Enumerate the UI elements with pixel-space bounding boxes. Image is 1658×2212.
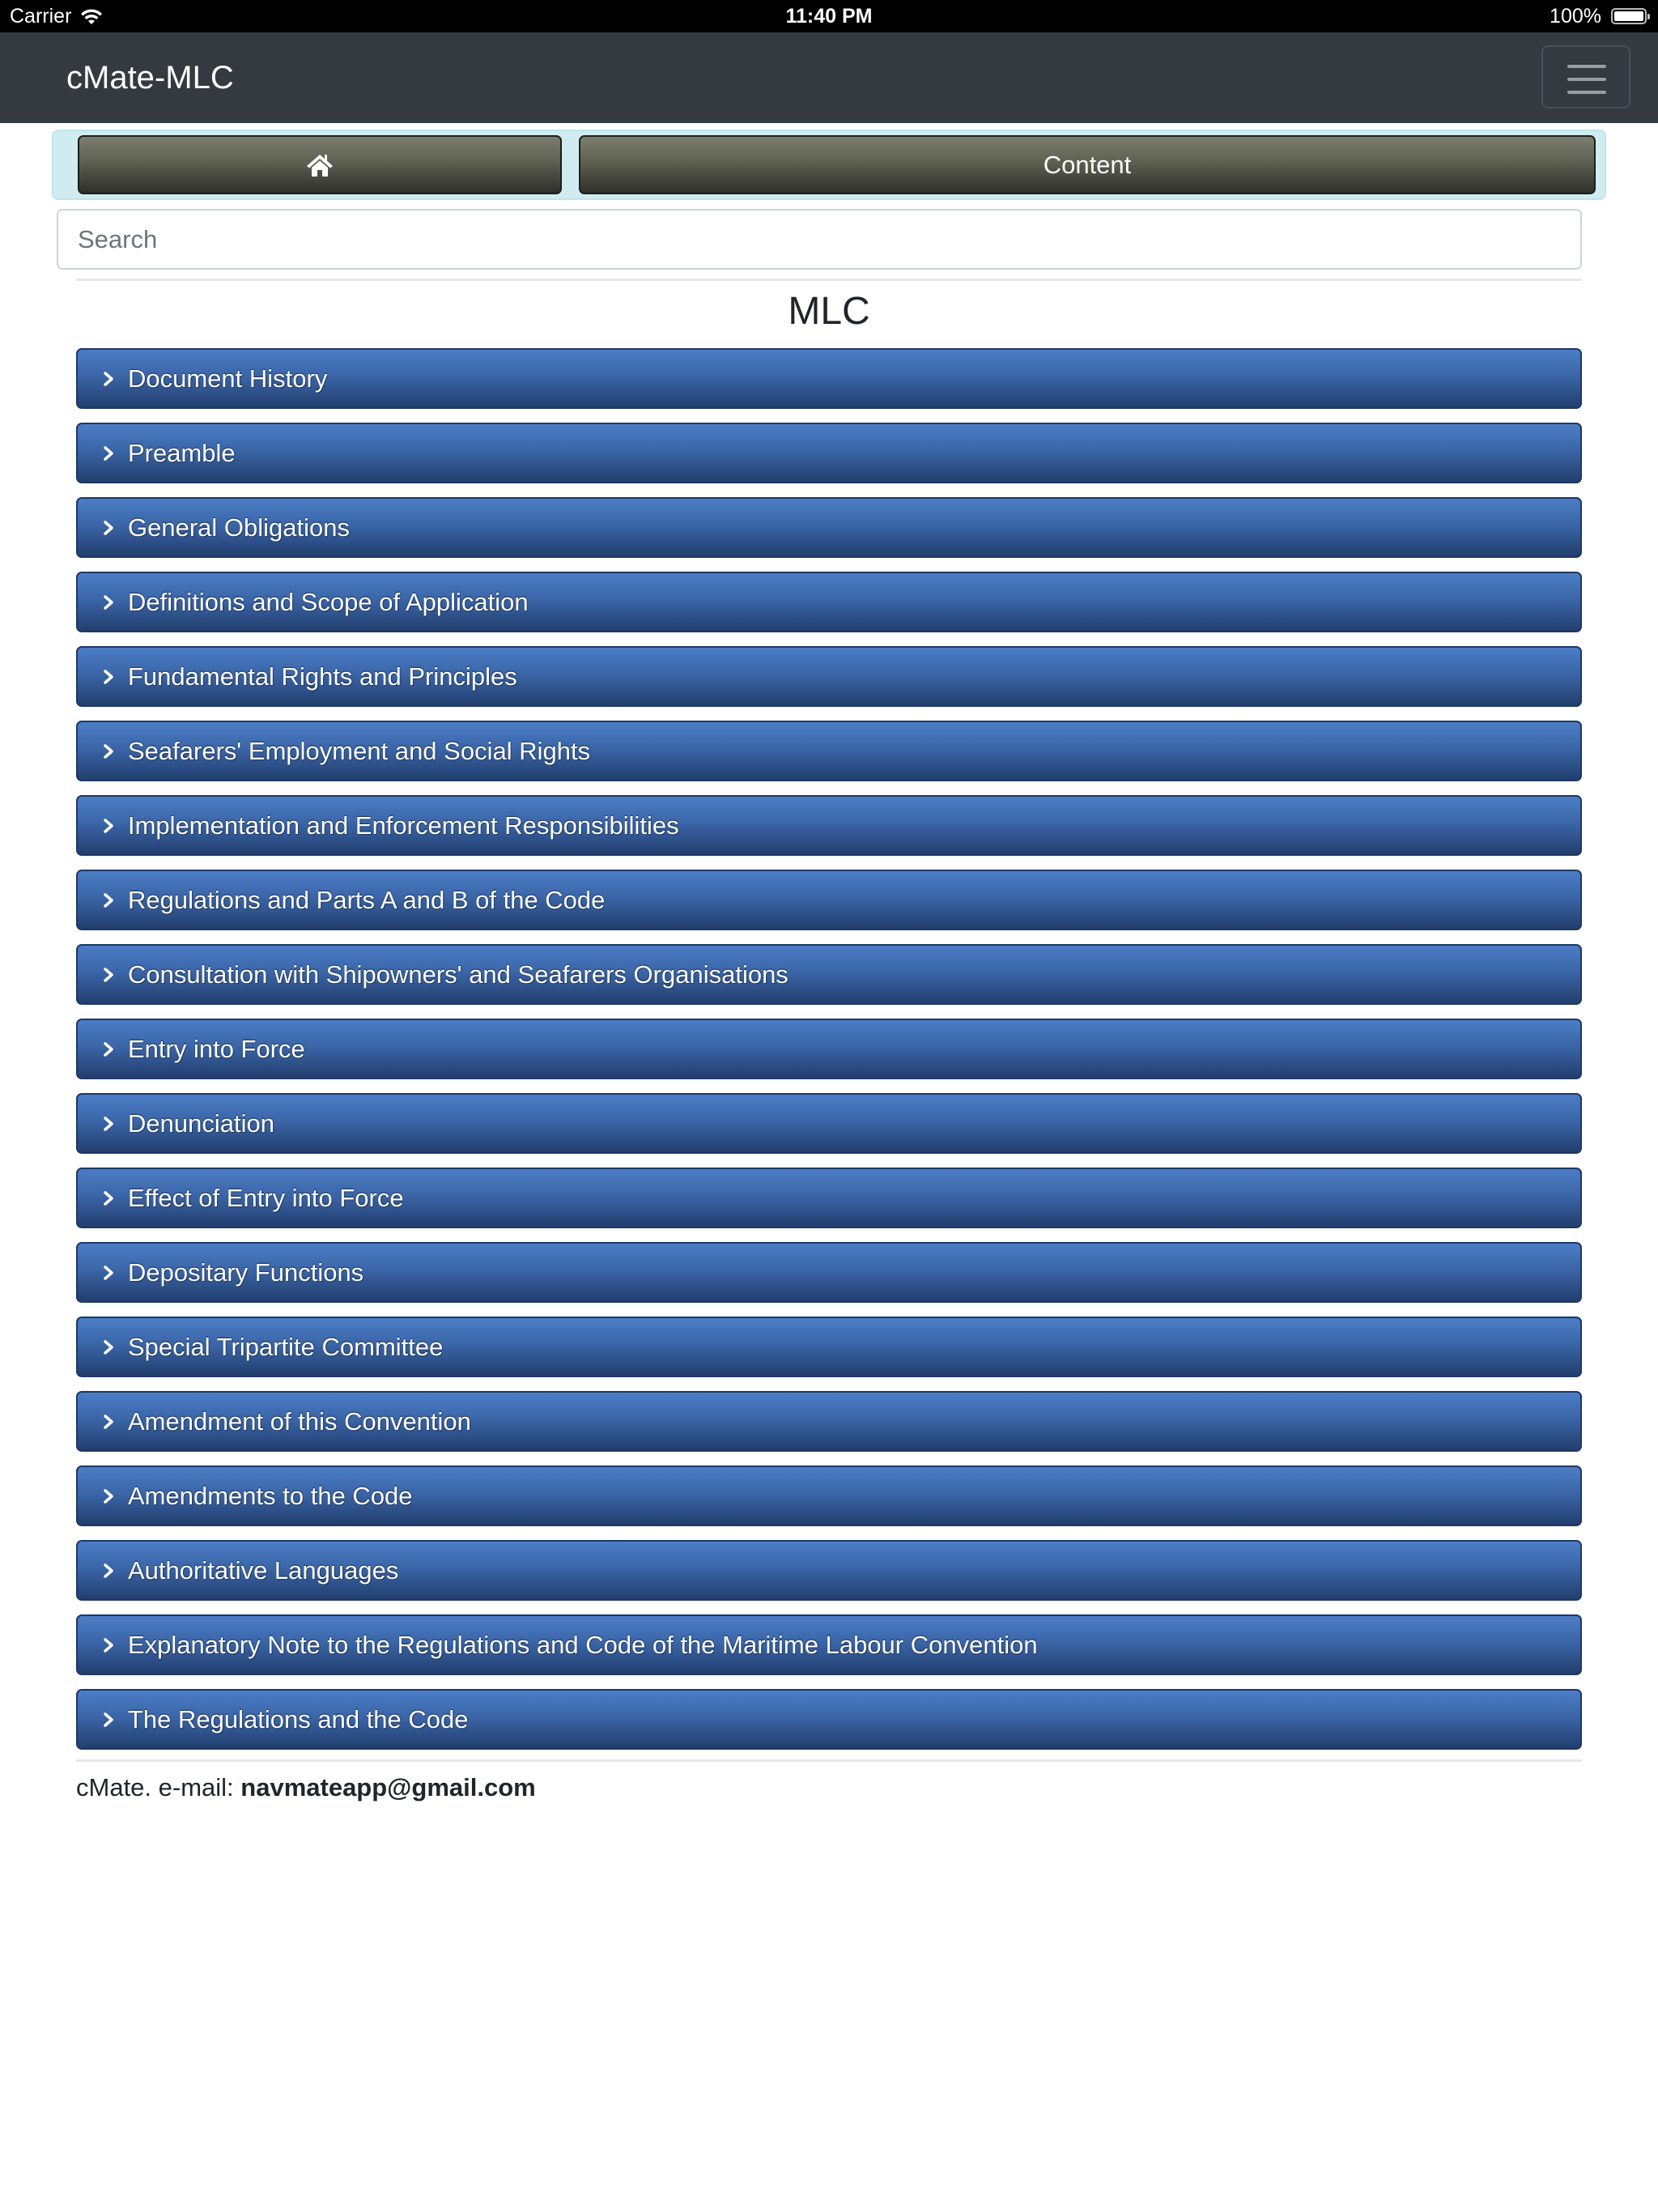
menu-toggle-button[interactable]	[1541, 45, 1630, 108]
chevron-right-icon	[97, 1266, 120, 1280]
section-item-entry-into-force[interactable]	[76, 1019, 1582, 1079]
chevron-right-icon	[97, 521, 120, 535]
chevron-right-icon	[97, 968, 120, 982]
home-icon	[305, 152, 334, 178]
search-input[interactable]	[57, 209, 1582, 270]
section-item-regulations-and-code[interactable]	[76, 1689, 1582, 1750]
hamburger-icon-line	[1567, 78, 1606, 81]
section-item-consultation[interactable]	[76, 944, 1582, 1005]
section-item-label: Amendments to the Code	[128, 1481, 413, 1510]
chevron-right-icon	[97, 819, 120, 833]
section-item-label: Regulations and Parts A and B of the Code	[128, 885, 606, 914]
section-item-label: Depositary Functions	[128, 1257, 364, 1287]
section-item-general-obligations[interactable]	[76, 497, 1582, 558]
section-item-label: Fundamental Rights and Principles	[128, 661, 517, 691]
section-item-label: Document History	[128, 364, 328, 393]
section-item-label: Preamble	[128, 438, 236, 467]
section-item-definitions-scope[interactable]	[76, 572, 1582, 632]
section-item-regulations-parts[interactable]	[76, 870, 1582, 930]
section-item-label: Special Tripartite Committee	[128, 1332, 444, 1361]
chevron-right-icon	[97, 1117, 120, 1131]
clock: 11:40 PM	[785, 5, 873, 28]
chevron-right-icon	[97, 1042, 120, 1057]
chevron-right-icon	[97, 1191, 120, 1206]
chevron-right-icon	[97, 670, 120, 684]
section-item-label: Effect of Entry into Force	[128, 1183, 404, 1212]
page-title: MLC	[788, 290, 870, 333]
section-item-fundamental-rights[interactable]	[76, 646, 1582, 707]
section-item-label: General Obligations	[128, 513, 350, 542]
chevron-right-icon	[97, 1489, 120, 1504]
section-item-label: Entry into Force	[128, 1034, 305, 1063]
content-button[interactable]	[579, 135, 1596, 194]
chevron-right-icon	[97, 1563, 120, 1578]
section-item-depositary-functions[interactable]	[76, 1242, 1582, 1303]
hamburger-icon-line	[1567, 65, 1606, 68]
home-button[interactable]	[78, 135, 562, 194]
section-item-preamble[interactable]	[76, 423, 1582, 483]
section-item-label: Definitions and Scope of Application	[128, 587, 529, 616]
chevron-right-icon	[97, 1638, 120, 1653]
section-item-amendment-convention[interactable]	[76, 1391, 1582, 1452]
app-brand[interactable]: cMate-MLC	[66, 60, 234, 96]
chevron-right-icon	[97, 595, 120, 610]
section-item-document-history[interactable]	[76, 348, 1582, 409]
battery-percentage: 100%	[1550, 5, 1601, 28]
section-item-seafarers-employment[interactable]	[76, 721, 1582, 781]
section-item-label: Authoritative Languages	[128, 1555, 399, 1585]
section-item-explanatory-note[interactable]	[76, 1614, 1582, 1675]
chevron-right-icon	[97, 1712, 120, 1727]
section-item-effect-of-entry[interactable]	[76, 1168, 1582, 1228]
section-item-denunciation[interactable]	[76, 1093, 1582, 1154]
footer	[76, 1772, 536, 1804]
hamburger-icon-line	[1567, 91, 1606, 94]
divider	[76, 1759, 1582, 1762]
section-item-label: Implementation and Enforcement Responsibilities	[128, 810, 679, 840]
status-bar	[0, 0, 1658, 32]
section-item-label: Seafarers' Employment and Social Rights	[128, 736, 591, 765]
section-item-label: Amendment of this Convention	[128, 1406, 471, 1436]
footer-email-link[interactable]: navmateapp@gmail.com	[240, 1773, 536, 1802]
battery-icon	[1611, 8, 1647, 24]
section-list	[76, 348, 1582, 1763]
chevron-right-icon	[97, 372, 120, 386]
section-item-special-tripartite[interactable]	[76, 1317, 1582, 1377]
footer-prefix: cMate. e-mail:	[76, 1773, 241, 1802]
divider	[76, 279, 1582, 281]
chevron-right-icon	[97, 1414, 120, 1429]
section-item-label: Explanatory Note to the Regulations and Code of the Maritime Labour Convention	[128, 1630, 1038, 1659]
content-button-label: Content	[1043, 150, 1132, 179]
navbar	[0, 32, 1658, 123]
chevron-right-icon	[97, 446, 120, 461]
section-item-implementation-enforcement[interactable]	[76, 795, 1582, 856]
section-item-authoritative-languages[interactable]	[76, 1540, 1582, 1601]
carrier-label: Carrier	[10, 5, 72, 28]
chevron-right-icon	[97, 1340, 120, 1355]
section-item-label: Denunciation	[128, 1108, 274, 1138]
chevron-right-icon	[97, 893, 120, 908]
section-item-label: Consultation with Shipowners' and Seafarers Organisations	[128, 959, 789, 989]
section-item-label: The Regulations and the Code	[128, 1704, 469, 1733]
section-item-amendments-code[interactable]	[76, 1465, 1582, 1526]
chevron-right-icon	[97, 744, 120, 759]
